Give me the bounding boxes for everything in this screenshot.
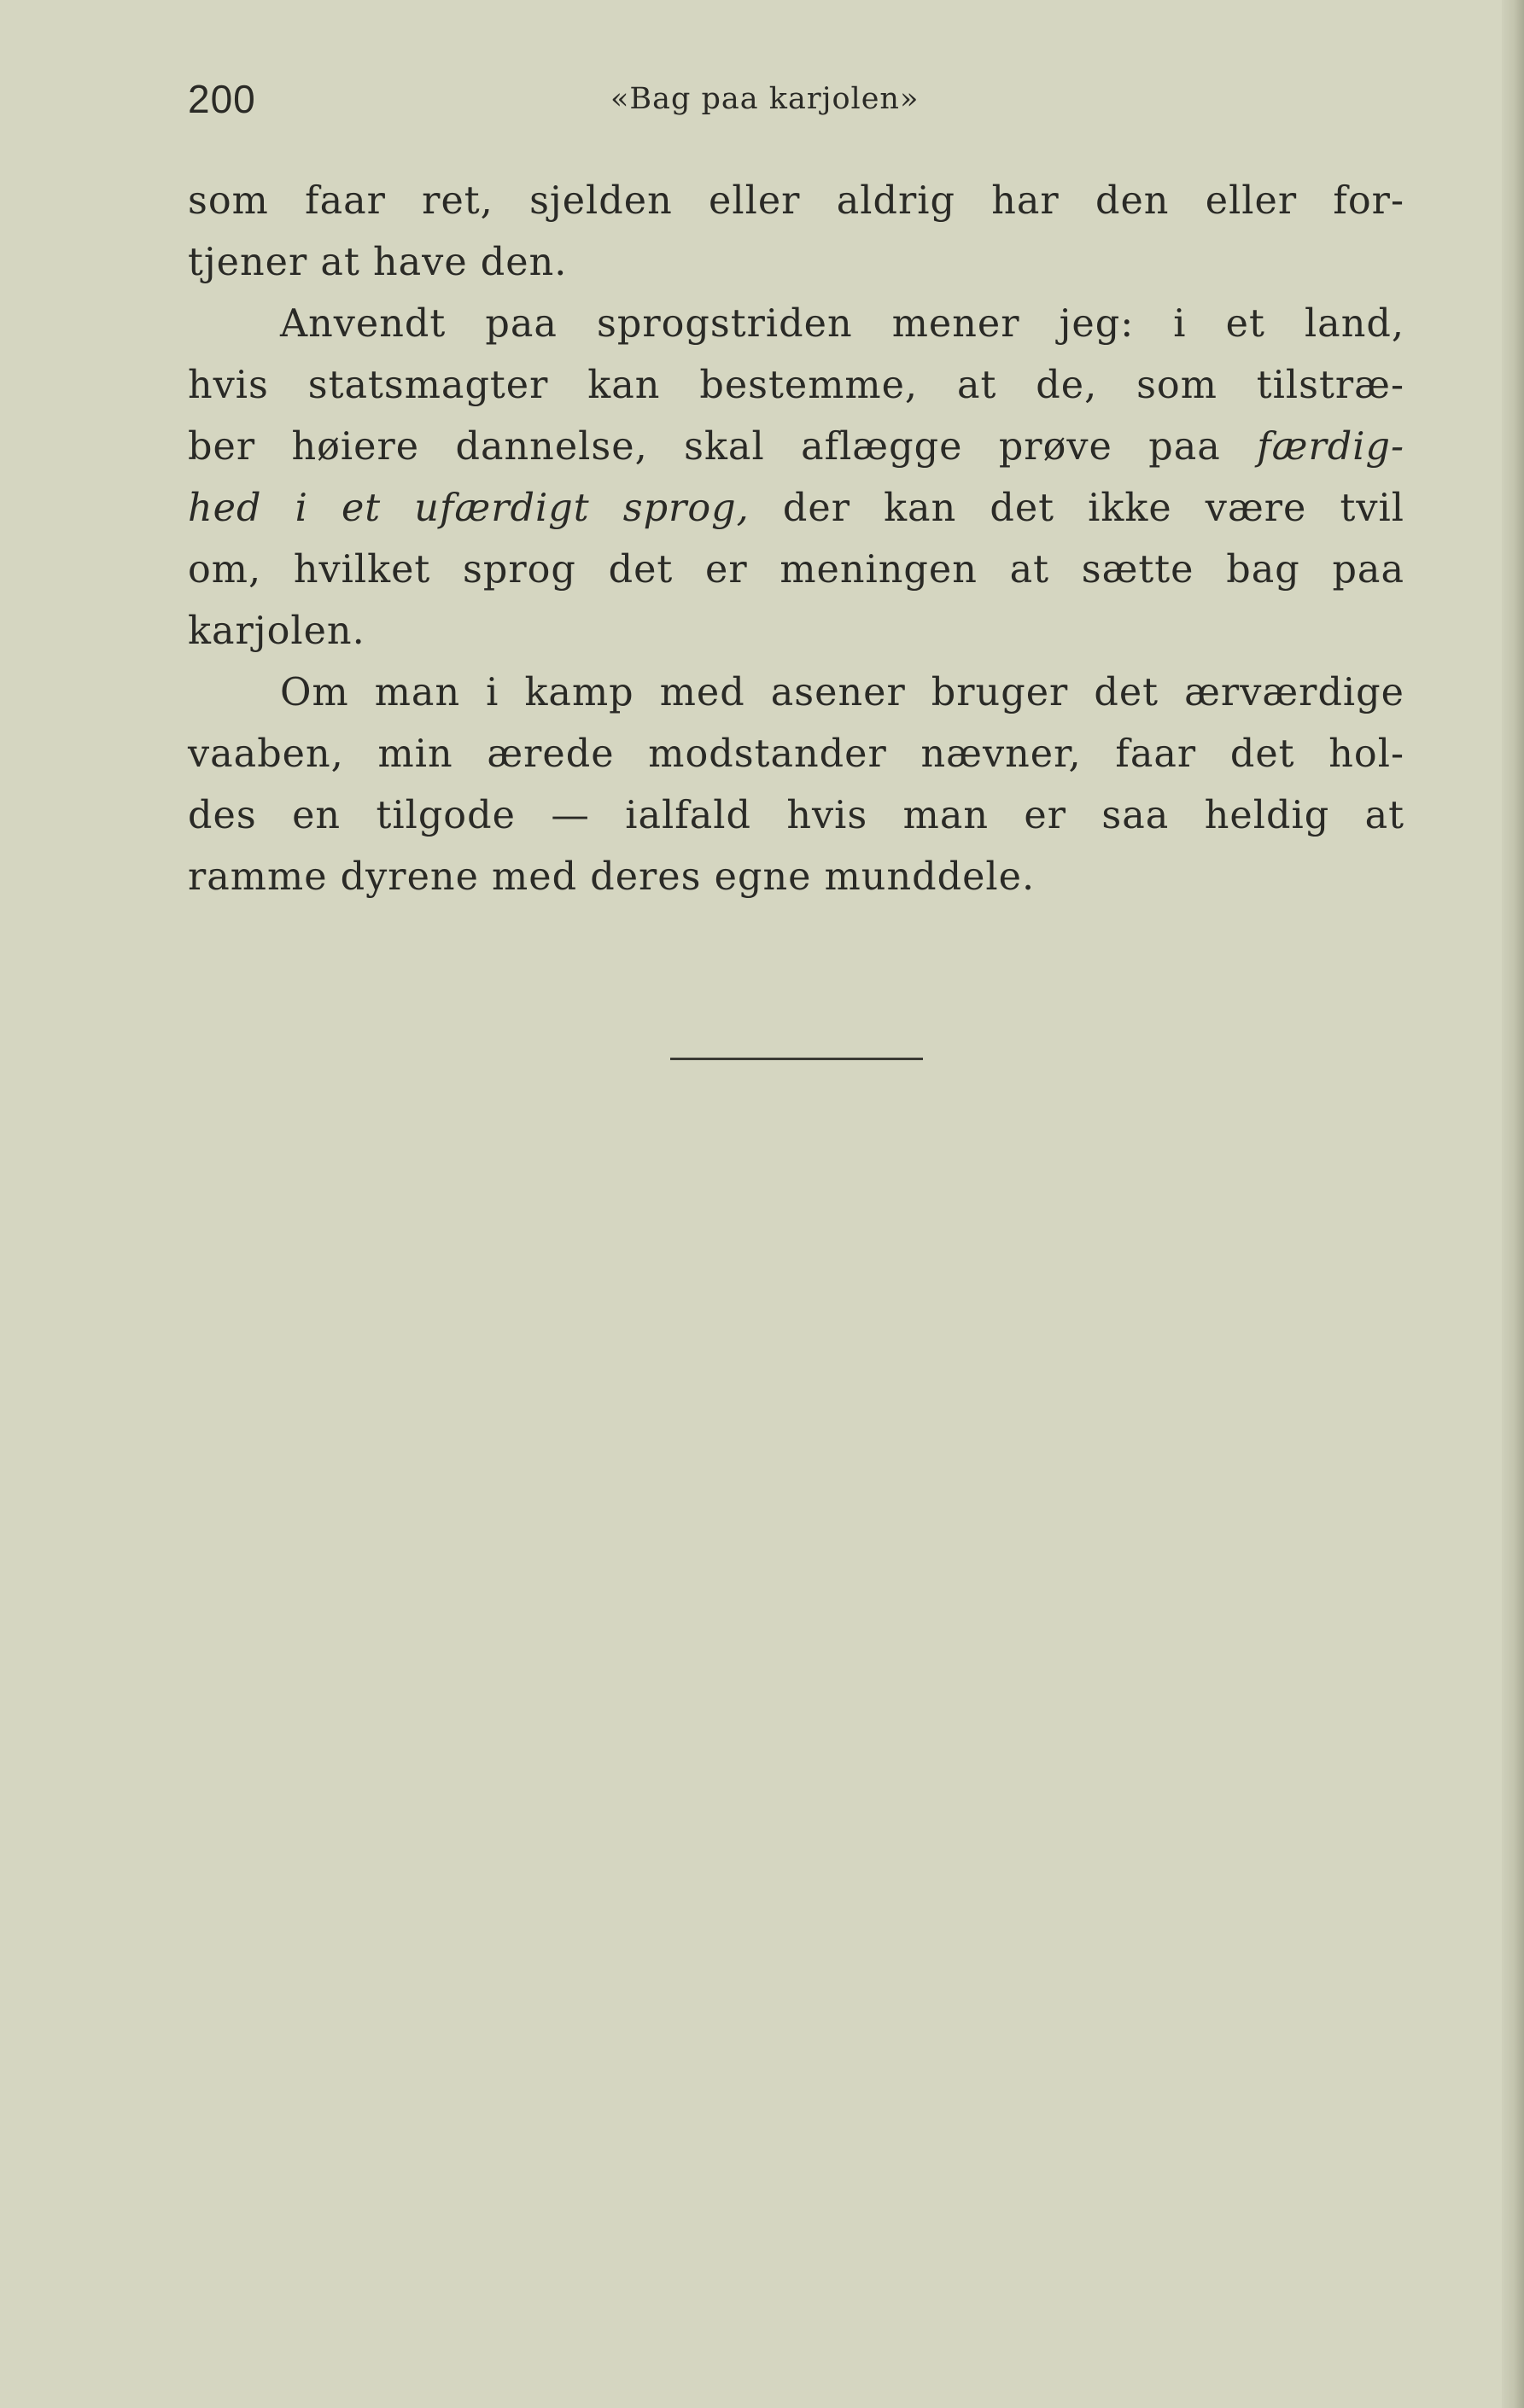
page-header bbox=[188, 73, 1400, 125]
page-number: 200 bbox=[188, 77, 256, 121]
text-line: karjolen. bbox=[188, 609, 365, 653]
body-text bbox=[188, 171, 1404, 908]
running-title: «Bag paa karjolen» bbox=[610, 82, 920, 116]
text-segment: ber høiere dannelse, skal aflægge prøve paa bbox=[188, 425, 1258, 469]
text-line: om, hvilket sprog det er meningen at sætte bag paa bbox=[188, 548, 1404, 592]
text-line: Om man i kamp med asener bruger det ærværdige bbox=[280, 671, 1404, 714]
text-line: som faar ret, sjelden eller aldrig har den eller for- bbox=[188, 179, 1404, 223]
section-end-rule bbox=[670, 1058, 923, 1060]
emphasis-text: færdig- bbox=[1257, 425, 1404, 469]
text-line: ramme dyrene med deres egne munddele. bbox=[188, 855, 1036, 899]
text-line bbox=[188, 478, 1404, 539]
text-line: hvis statsmagter kan bestemme, at de, som tilstræ- bbox=[188, 364, 1404, 407]
emphasis-text: hed i et ufærdigt sprog, bbox=[188, 487, 750, 530]
page-edge-shadow bbox=[1502, 0, 1524, 2408]
text-line: des en tilgode — ialfald hvis man er saa heldig at bbox=[188, 794, 1404, 837]
text-line: tjener at have den. bbox=[188, 241, 568, 284]
text-segment: der kan det ikke være tvil bbox=[749, 487, 1404, 530]
text-line: vaaben, min ærede modstander nævner, faar det hol- bbox=[188, 732, 1404, 776]
text-line bbox=[188, 417, 1404, 478]
text-line: Anvendt paa sprogstriden mener jeg: i et land, bbox=[280, 302, 1404, 346]
